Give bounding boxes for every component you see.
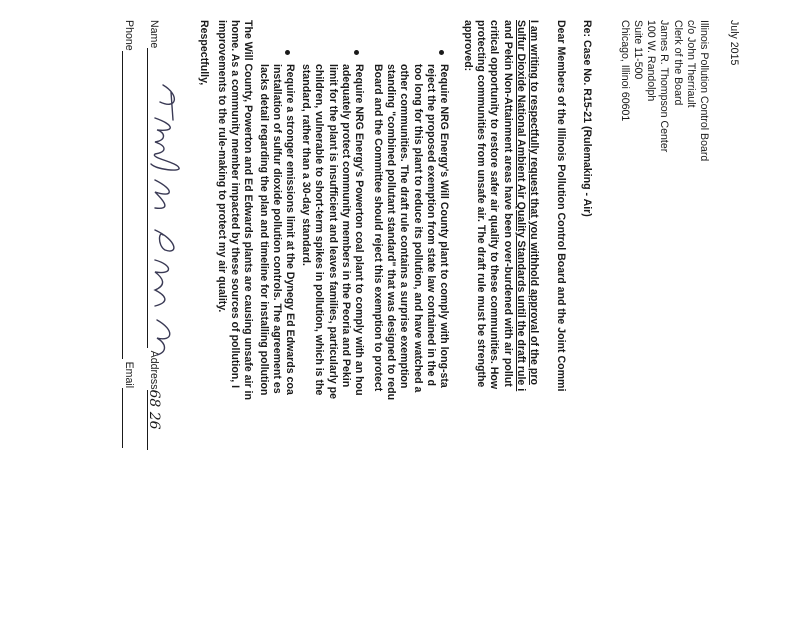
address-label: Address [148, 350, 160, 390]
bullet-line: lacks detail regarding the plan and timeline for installing pollution [257, 64, 270, 396]
recipient-address [618, 20, 710, 161]
closing-line: improvements to the rule-making to protect my air quality. [215, 20, 228, 313]
bullet-line: limit for the plant is insufficient and leaves families, particularly pe [326, 64, 339, 399]
name-label: Name [148, 20, 160, 49]
email-field[interactable] [122, 388, 134, 448]
bullet-item [371, 64, 450, 400]
phone-row [122, 20, 135, 448]
intro-line: critical opportunity to restore safer air quality to these communities. How [488, 20, 501, 390]
bullet-line: Board and the Committee should reject this exemption to protect [371, 64, 384, 392]
closing-line: home. As a community member impacted by these sources of pollution, I [228, 20, 241, 389]
bullet-line: reject the proposed exemption from state law contained in the d [424, 64, 437, 386]
page-edge [0, 0, 800, 12]
closing-line: The Will County, Powerton and Ed Edwards plants are causing unsafe air in [242, 20, 254, 400]
bullet-line: standard, rather than a 30-day standard. [300, 64, 313, 266]
bullet-dot [285, 50, 290, 55]
re-line: Re: Case No. R15-21 (Rulemaking - Air) [581, 20, 593, 217]
email-label: Email [123, 361, 135, 389]
phone-label: Phone [123, 20, 135, 51]
letter-body [0, 20, 800, 610]
address-line: 100 W. Randolph [645, 20, 658, 102]
intro-line: I am writing to respectfully request that you withhold approval of the pro [528, 20, 540, 385]
address-field[interactable]: 68 26 [147, 390, 159, 450]
intro-line: protecting communities from unsafe air. The draft rule must be strengthe [475, 20, 488, 388]
closing-paragraph [214, 20, 254, 400]
bullet-item [256, 64, 296, 395]
bullet-line: adequately protect community members in the Peoria and Pekin [339, 64, 352, 388]
address-line: Chicago, Illinoi 60601 [618, 20, 631, 122]
bullet-dot [439, 50, 444, 55]
address-line: Suite 11-500 [631, 20, 644, 80]
address-line: c/o John Therriault [684, 20, 697, 108]
handwritten-signature [145, 80, 185, 390]
intro-line: and Pekin Non-Attainment areas have been over-burdened with air pollut [501, 20, 514, 387]
phone-field[interactable] [122, 51, 134, 359]
bullet-line: other communities. The draft rule contains a surprise exemption [398, 64, 411, 389]
address-line: James R. Thompson Center [658, 20, 671, 153]
signoff: Respectfully, [198, 20, 210, 86]
letter-date: July 2015 [728, 20, 740, 66]
salutation: Dear Members of the Illinois Pollution Control Board and the Joint Commi [555, 20, 567, 392]
bullet-line: too long for this plant to reduce its pollution, and have watched a [411, 64, 424, 393]
bullet-item [299, 64, 365, 399]
address-line: Illinois Pollution Control Board [698, 20, 710, 162]
bullet-line: standing "combined pollutant standard" that was designed to redu [385, 64, 398, 401]
bullet-line: Require NRG Energy's Powerton coal plant to comply with an hou [353, 64, 365, 396]
intro-line: approved: [461, 20, 474, 72]
bullet-line: Require a stronger emissions limit at the Dynegy Ed Edwards coa [284, 64, 296, 395]
bullet-dot [354, 50, 359, 55]
intro-paragraph [461, 20, 540, 391]
intro-line: Sulfur Dioxide National Ambient Air Quality Standards until the draft rule i [514, 20, 527, 392]
bullet-line: children, vulnerable to short-term spikes in pollution, which is the [313, 64, 326, 396]
bullet-line: installation of sulfur dioxide pollution controls. The agreement es [270, 64, 283, 394]
address-line: Clerk of the Board [671, 20, 684, 106]
bullet-line: Require NRG Energy's Will County plant to comply with long-sta [438, 64, 450, 388]
